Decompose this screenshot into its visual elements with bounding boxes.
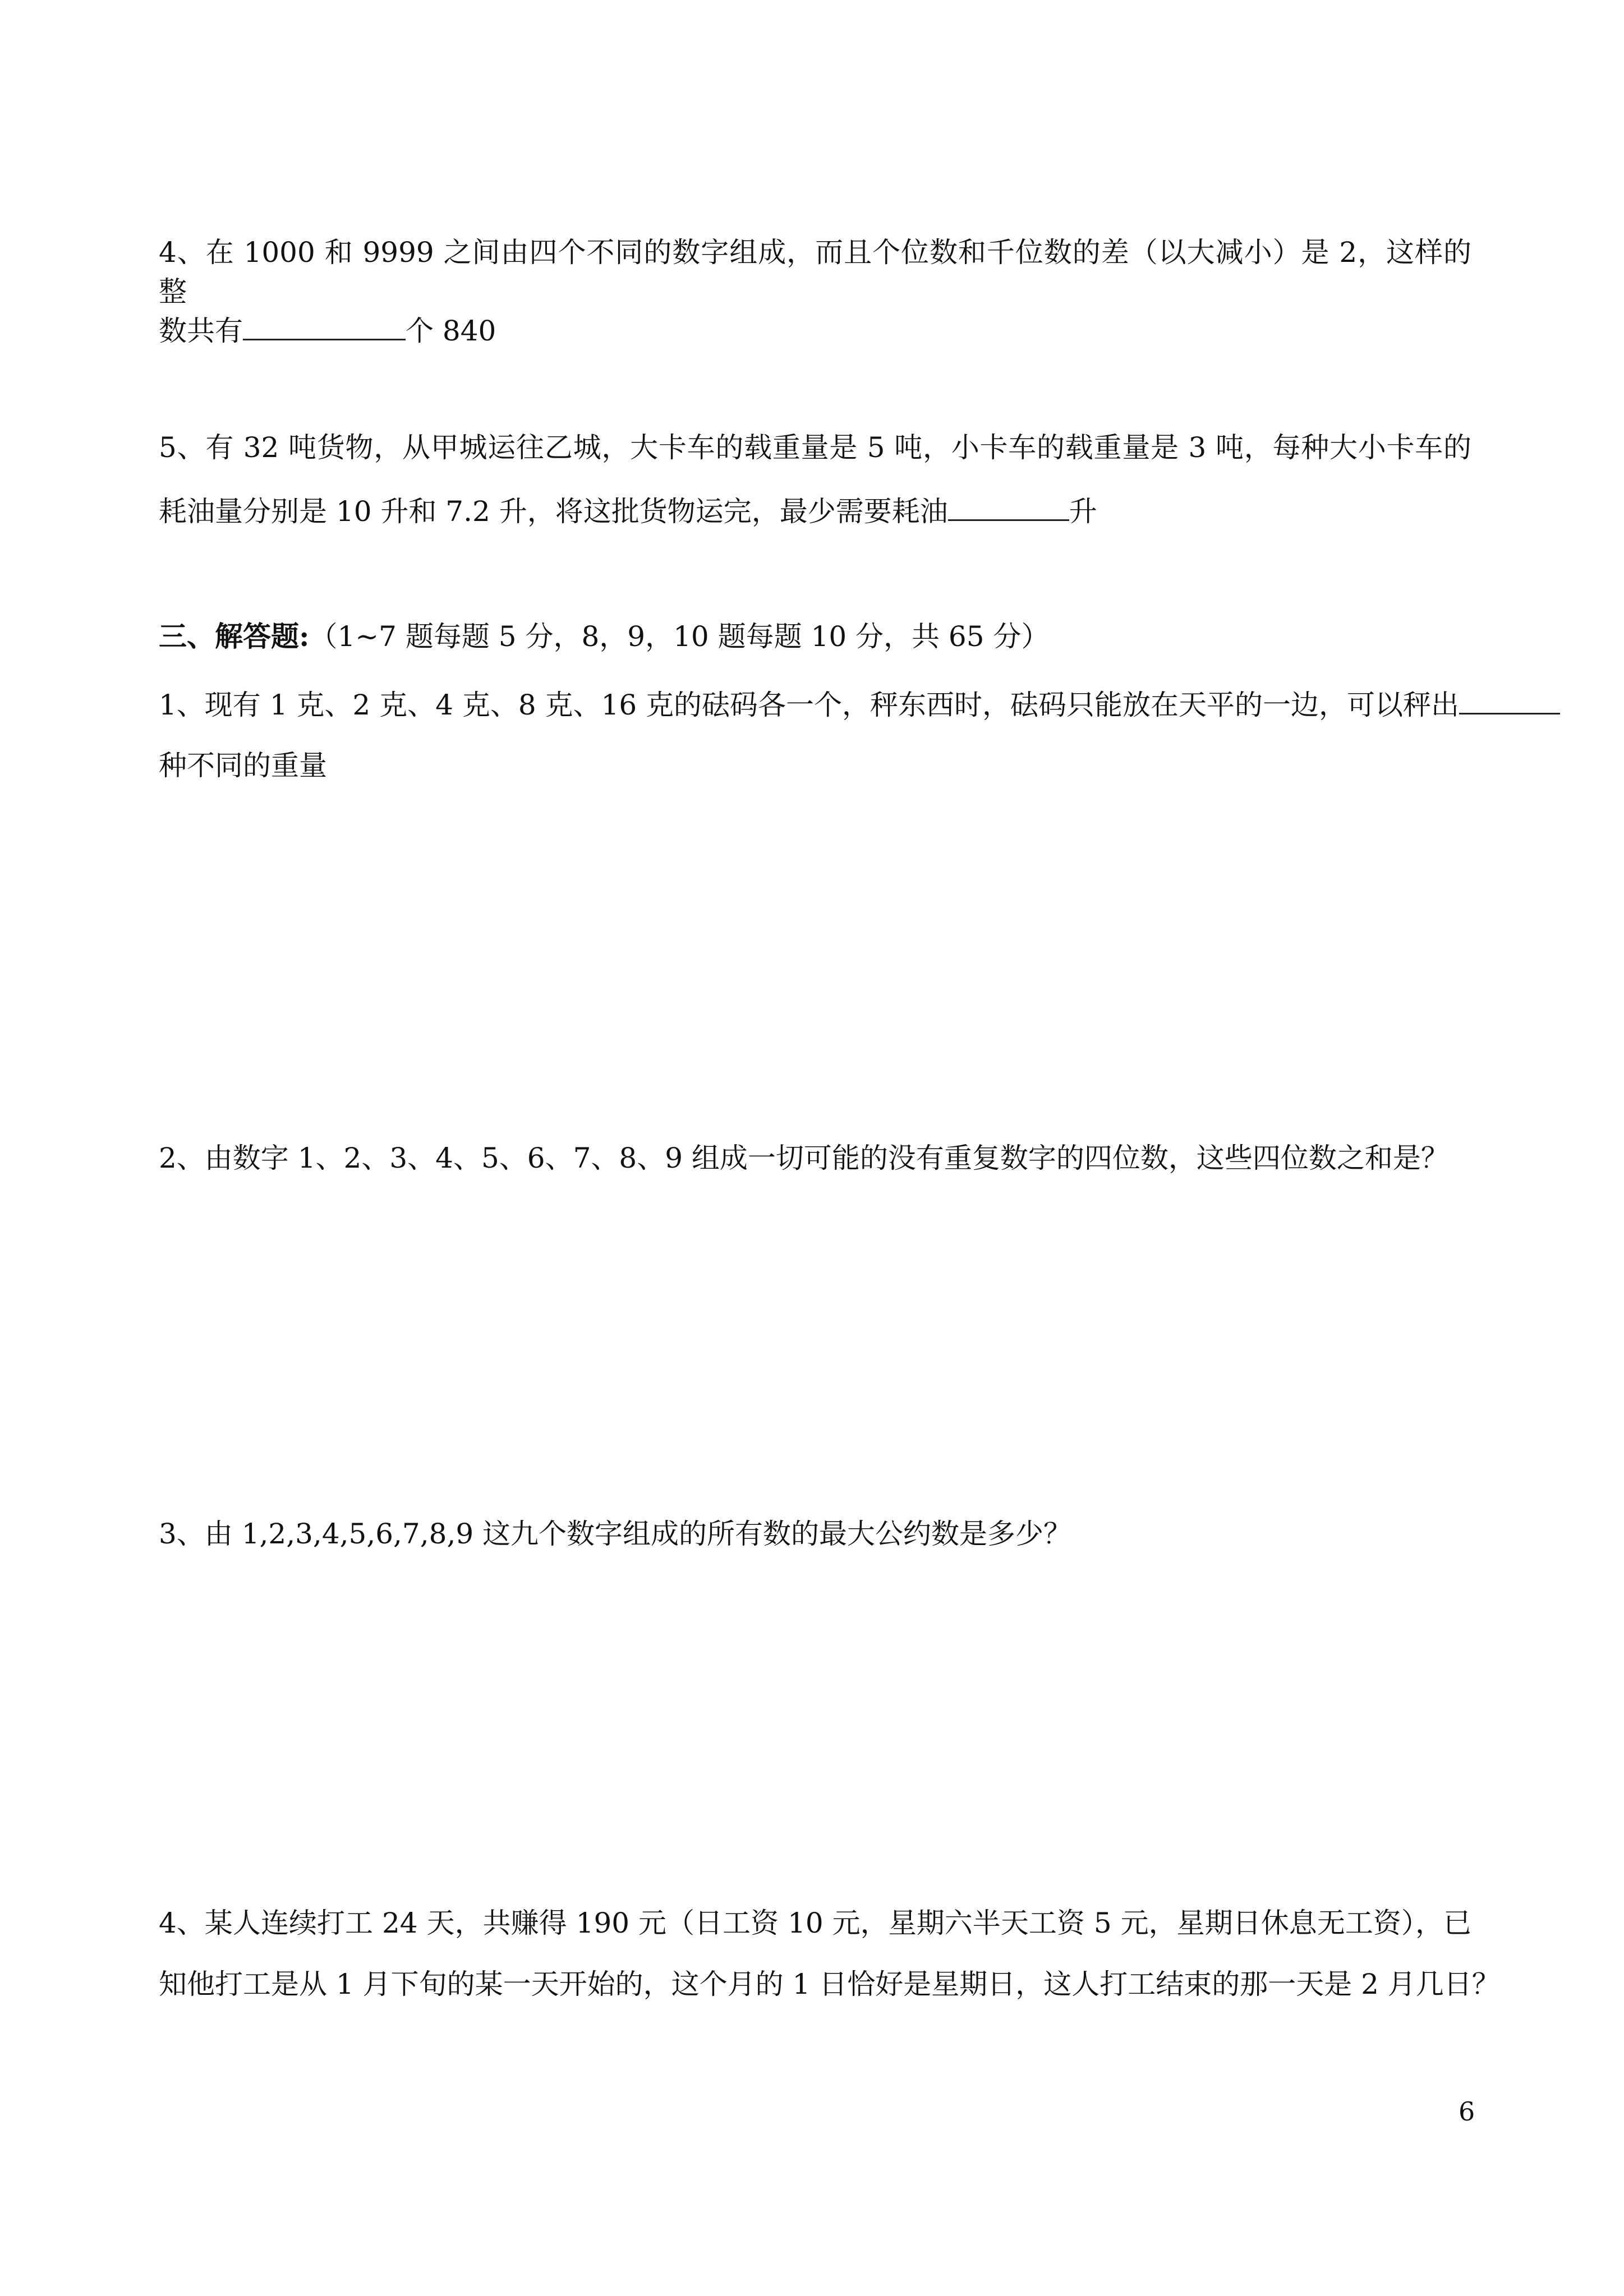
section3-heading: [159, 617, 1471, 656]
fill-q5-answer-blank[interactable]: [948, 495, 1069, 521]
s3-q1-answer-blank[interactable]: [1459, 688, 1560, 714]
page-number: 6: [1459, 2096, 1475, 2127]
fill-q5-text-before: 耗油量分别是 10 升和 7.2 升，将这批货物运完，最少需要耗油: [159, 495, 948, 528]
s3-q1-line1: [159, 685, 1471, 725]
fill-q5-line2: [159, 492, 1471, 531]
s3-q4-line1: 4、某人连续打工 24 天，共赚得 190 元（日工资 10 元，星期六半天工资 5 元，星期日休息无工资），已: [159, 1907, 1471, 1939]
fill-q4-text-before: 数共有: [159, 315, 243, 347]
s3-q4-line2: 知他打工是从 1 月下旬的某一天开始的，这个月的 1 日恰好是星期日，这人打工结束的那一天是 2 月几日？: [159, 1968, 1500, 2000]
fill-q4-text-after: 个 840: [406, 315, 496, 347]
section3-scoring-note: （1~7 题每题 5 分，8，9，10 题每题 10 分，共 65 分）: [309, 620, 1050, 653]
s3-q1-line2: 种不同的重量: [159, 749, 327, 782]
s3-q1-text: 1、现有 1 克、2 克、4 克、8 克、16 克的砝码各一个，秤东西时，砝码只能放在天平的一边，可以秤出: [159, 689, 1460, 721]
fill-q4-answer-blank[interactable]: [243, 314, 406, 340]
fill-q5-text-after: 升: [1069, 495, 1097, 528]
section3-title: 三、解答题:: [159, 620, 310, 653]
s3-q2: 2、由数字 1、2、3、4、5、6、7、8、9 组成一切可能的没有重复数字的四位数，这些四位数之和是？: [159, 1142, 1449, 1174]
fill-q4-line2: [159, 311, 1471, 351]
fill-q4-line1: 4、在 1000 和 9999 之间由四个不同的数字组成，而且个位数和千位数的差（以大减小）是 2，这样的整: [159, 236, 1471, 308]
s3-q3: 3、由 1,2,3,4,5,6,7,8,9 这九个数字组成的所有数的最大公约数是多少？: [159, 1518, 1072, 1550]
fill-q5-line1: 5、有 32 吨货物，从甲城运往乙城，大卡车的载重量是 5 吨，小卡车的载重量是 3 吨，每种大小卡车的: [159, 431, 1471, 464]
